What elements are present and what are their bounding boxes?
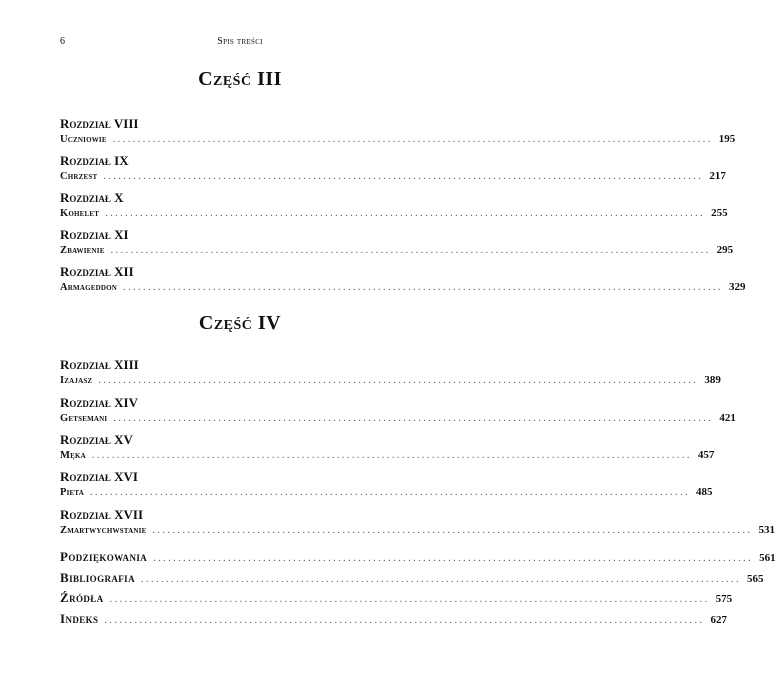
chapter-label: Rozdział XVII [60, 507, 144, 522]
toc-row [60, 372, 721, 388]
back-matter-title: Źródła [60, 590, 104, 605]
toc-row [60, 279, 746, 295]
dot-leader: ........................................................................................................................ [91, 450, 692, 461]
chapter-title: Getsemani [60, 413, 108, 424]
toc-row [60, 447, 715, 463]
page-reference: 217 [709, 170, 726, 182]
part-title: Część III [198, 68, 282, 90]
toc-entry [60, 153, 726, 184]
chapter-title: Armageddon [60, 282, 118, 293]
toc-entry [60, 395, 736, 426]
chapter-label: Rozdział X [60, 190, 124, 205]
page-reference: 255 [711, 207, 728, 219]
toc-row [60, 205, 728, 221]
dot-leader: ........................................................................................................................ [113, 413, 714, 424]
dot-leader: ........................................................................................................................ [112, 134, 713, 145]
page-reference: 565 [746, 573, 764, 585]
toc-row [60, 522, 775, 538]
chapter-label: Rozdział XI [60, 227, 129, 242]
back-matter-entry [60, 588, 733, 608]
page-reference: 457 [697, 449, 715, 461]
dot-leader: ........................................................................................................................ [109, 594, 710, 605]
toc-entry [60, 227, 734, 258]
toc-entry [60, 116, 736, 147]
chapter-label: Rozdział XVI [60, 469, 138, 484]
chapter-label: Rozdział IX [60, 153, 129, 168]
dot-leader: ........................................................................................................................ [103, 171, 704, 182]
chapter-title: Uczniowie [60, 134, 107, 145]
chapter-label: Rozdział XIV [60, 395, 138, 410]
page-reference: 575 [715, 593, 733, 605]
dot-leader: ........................................................................................................................ [140, 574, 741, 585]
chapter-title: Zbawienie [60, 245, 105, 256]
dot-leader: ........................................................................................................................ [98, 375, 699, 386]
page-reference: 531 [758, 524, 775, 536]
chapter-label: Rozdział XIII [60, 357, 139, 372]
toc-row [60, 168, 726, 184]
page-reference: 561 [759, 552, 776, 564]
part-title: Część IV [198, 312, 282, 334]
back-matter-title: Podziękowania [60, 549, 148, 564]
chapter-label: Rozdział XII [60, 264, 134, 279]
dot-leader: ........................................................................................................................ [90, 487, 691, 498]
toc-entry [60, 357, 721, 388]
chapter-title: Pieta [60, 487, 85, 498]
toc-entry [60, 469, 713, 500]
page-reference: 389 [704, 374, 721, 386]
chapter-label: Rozdział XV [60, 432, 133, 447]
toc-row [60, 242, 734, 258]
back-matter-title: Bibliografia [60, 570, 135, 585]
dot-leader: ........................................................................................................................ [123, 282, 724, 293]
chapter-title: Zmartwychwstanie [60, 525, 147, 536]
toc-row [60, 410, 736, 426]
toc-entry [60, 190, 728, 221]
toc-entry [60, 507, 775, 538]
dot-leader: ........................................................................................................................ [152, 525, 753, 536]
chapter-title: Izajasz [60, 375, 93, 386]
dot-leader: ........................................................................................................................ [153, 553, 754, 564]
running-header: Spis treści [217, 36, 263, 47]
page-reference: 295 [716, 244, 734, 256]
toc-row [60, 484, 713, 500]
chapter-title: Męka [60, 450, 86, 461]
dot-leader: ........................................................................................................................ [105, 208, 706, 219]
page-reference: 329 [729, 281, 746, 293]
chapter-title: Kohelet [60, 208, 100, 219]
toc-entry [60, 432, 715, 463]
dot-leader: ........................................................................................................................ [110, 245, 711, 256]
back-matter-entry [60, 609, 727, 629]
chapter-title: Chrzest [60, 171, 98, 182]
page-reference: 627 [710, 614, 727, 626]
page-reference: 421 [719, 412, 736, 424]
back-matter-title: Indeks [60, 611, 99, 626]
toc-row [60, 131, 736, 147]
toc-entry [60, 264, 746, 295]
page-number: 6 [60, 36, 65, 47]
back-matter-entry [60, 547, 776, 567]
dot-leader: ........................................................................................................................ [104, 615, 705, 626]
page-reference: 485 [696, 486, 713, 498]
back-matter-entry [60, 568, 764, 588]
page-reference: 195 [718, 133, 736, 145]
chapter-label: Rozdział VIII [60, 116, 139, 131]
